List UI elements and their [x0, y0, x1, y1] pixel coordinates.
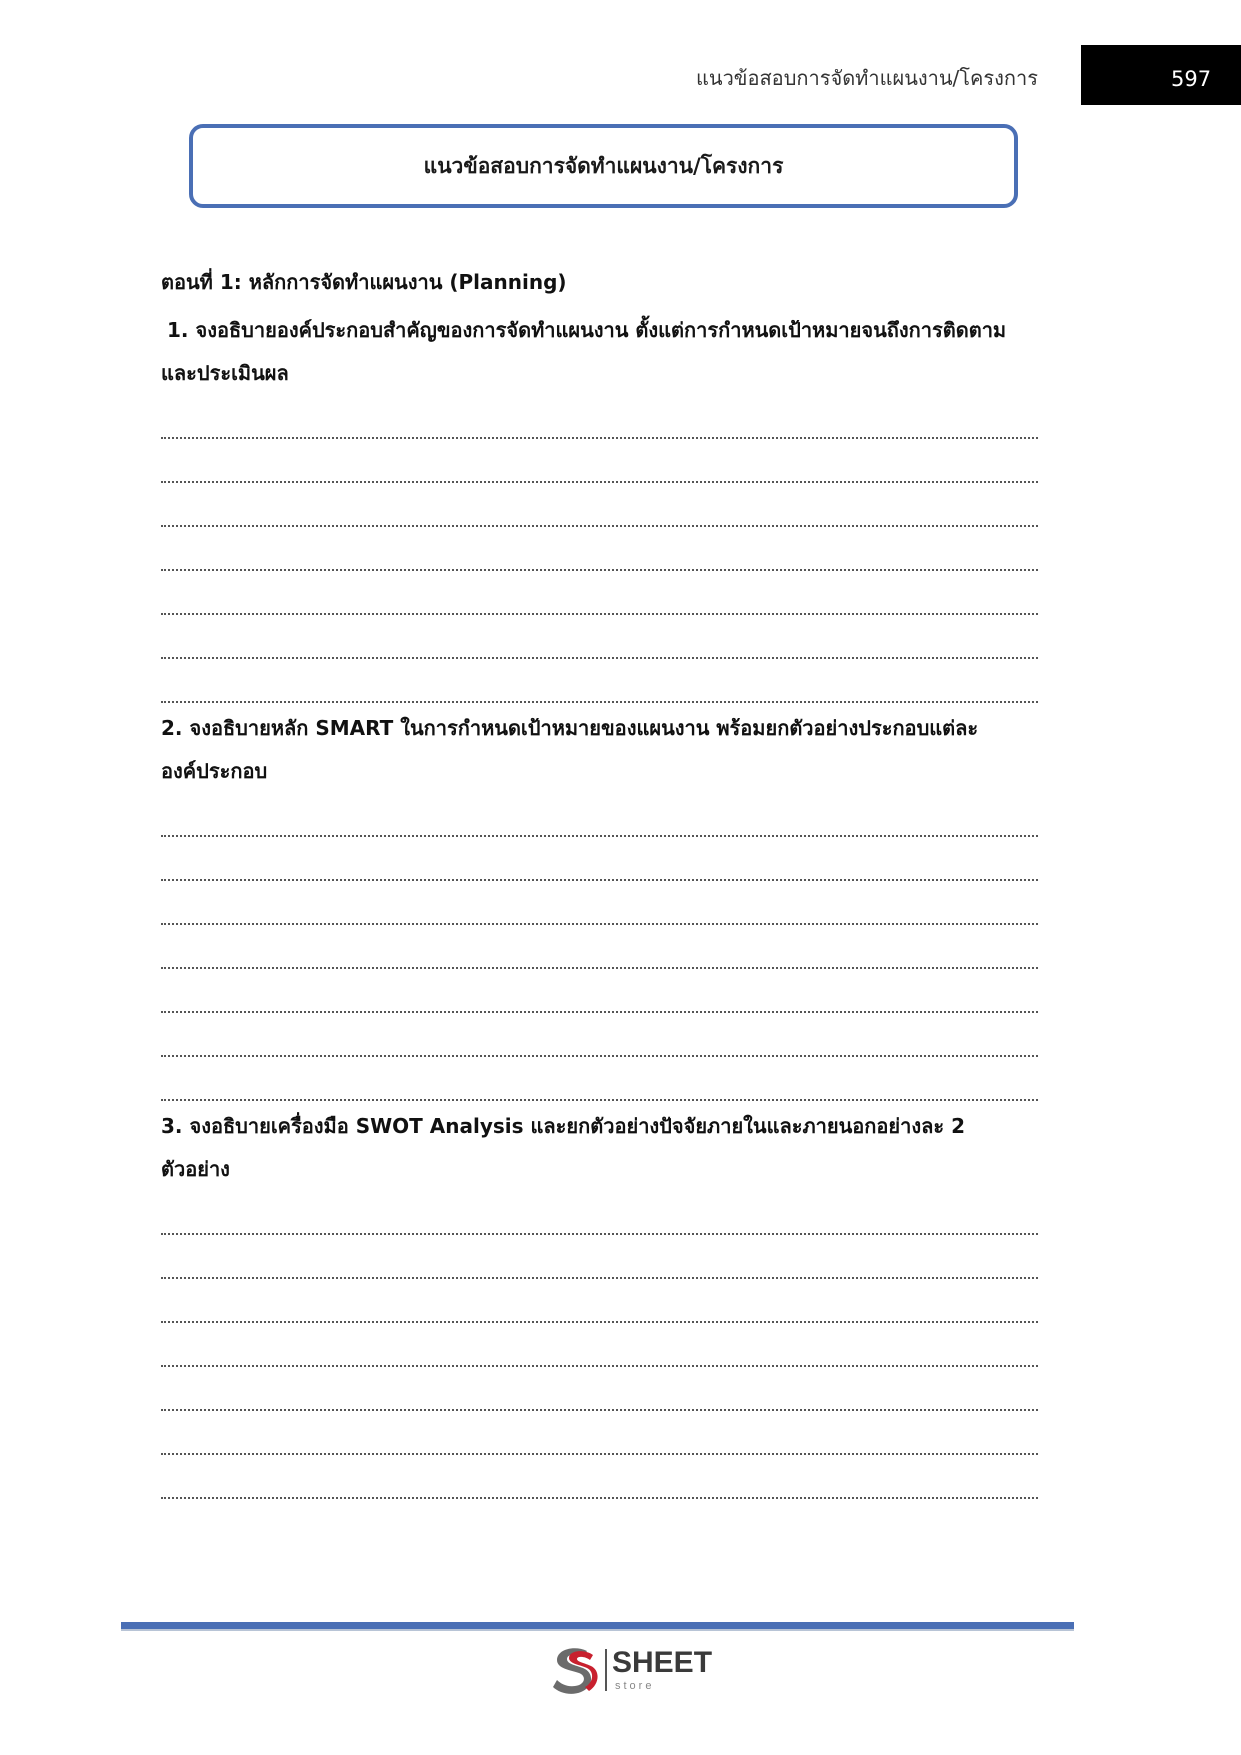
question-block-2	[161, 707, 1041, 1101]
question-1-line-1: 1. จงอธิบายองค์ประกอบสำคัญของการจัดทำแผนงาน ตั้งแต่การกำหนดเป้าหมายจนถึงการติดตาม	[167, 318, 1007, 342]
question-block-3	[161, 1105, 1041, 1499]
answer-line[interactable]	[161, 571, 1038, 615]
answer-line[interactable]	[161, 969, 1038, 1013]
answer-line[interactable]	[161, 527, 1038, 571]
running-header-title: แนวข้อสอบการจัดทำแผนงาน/โครงการ	[696, 66, 1038, 90]
answer-line[interactable]	[161, 1367, 1038, 1411]
question-3-line-2: ตัวอย่าง	[161, 1157, 230, 1181]
answer-line[interactable]	[161, 881, 1038, 925]
answer-line[interactable]	[161, 1455, 1038, 1499]
answer-line[interactable]	[161, 483, 1038, 527]
logo-wordmark: SHEET	[612, 1646, 713, 1679]
exercise-content	[161, 266, 1041, 1503]
answer-line[interactable]	[161, 1323, 1038, 1367]
answer-area-2[interactable]	[161, 793, 1041, 1101]
sheet-store-logo	[549, 1645, 729, 1695]
answer-line[interactable]	[161, 1013, 1038, 1057]
answer-line[interactable]	[161, 395, 1038, 439]
logo-subtext: store	[615, 1680, 655, 1692]
answer-line[interactable]	[161, 1191, 1038, 1235]
answer-line[interactable]	[161, 793, 1038, 837]
question-3-line-1: 3. จงอธิบายเครื่องมือ SWOT Analysis และยกตัวอย่างปัจจัยภายในและภายนอกอย่างละ 2	[161, 1114, 966, 1138]
answer-line[interactable]	[161, 1279, 1038, 1323]
question-1-line-2: และประเมินผล	[161, 361, 289, 385]
page-title: แนวข้อสอบการจัดทำแผนงาน/โครงการ	[423, 153, 784, 178]
answer-line[interactable]	[161, 615, 1038, 659]
section-heading: ตอนที่ 1: หลักการจัดทำแผนงาน (Planning)	[161, 270, 567, 294]
title-box	[189, 124, 1018, 208]
answer-line[interactable]	[161, 925, 1038, 969]
answer-area-1[interactable]	[161, 395, 1041, 703]
answer-line[interactable]	[161, 1411, 1038, 1455]
footer-rule	[121, 1622, 1074, 1631]
answer-line[interactable]	[161, 439, 1038, 483]
page-number-tab	[1081, 45, 1241, 105]
question-2-line-2: องค์ประกอบ	[161, 759, 268, 783]
page-number: 597	[1171, 67, 1212, 91]
answer-area-3[interactable]	[161, 1191, 1041, 1499]
question-2-line-1: 2. จงอธิบายหลัก SMART ในการกำหนดเป้าหมายของแผนงาน พร้อมยกตัวอย่างประกอบแต่ละ	[161, 716, 979, 740]
answer-line[interactable]	[161, 659, 1038, 703]
answer-line[interactable]	[161, 1235, 1038, 1279]
logo-divider	[605, 1649, 607, 1691]
sheet-s-logo-icon	[549, 1645, 601, 1695]
question-block-1	[161, 309, 1041, 703]
answer-line[interactable]	[161, 1057, 1038, 1101]
answer-line[interactable]	[161, 837, 1038, 881]
